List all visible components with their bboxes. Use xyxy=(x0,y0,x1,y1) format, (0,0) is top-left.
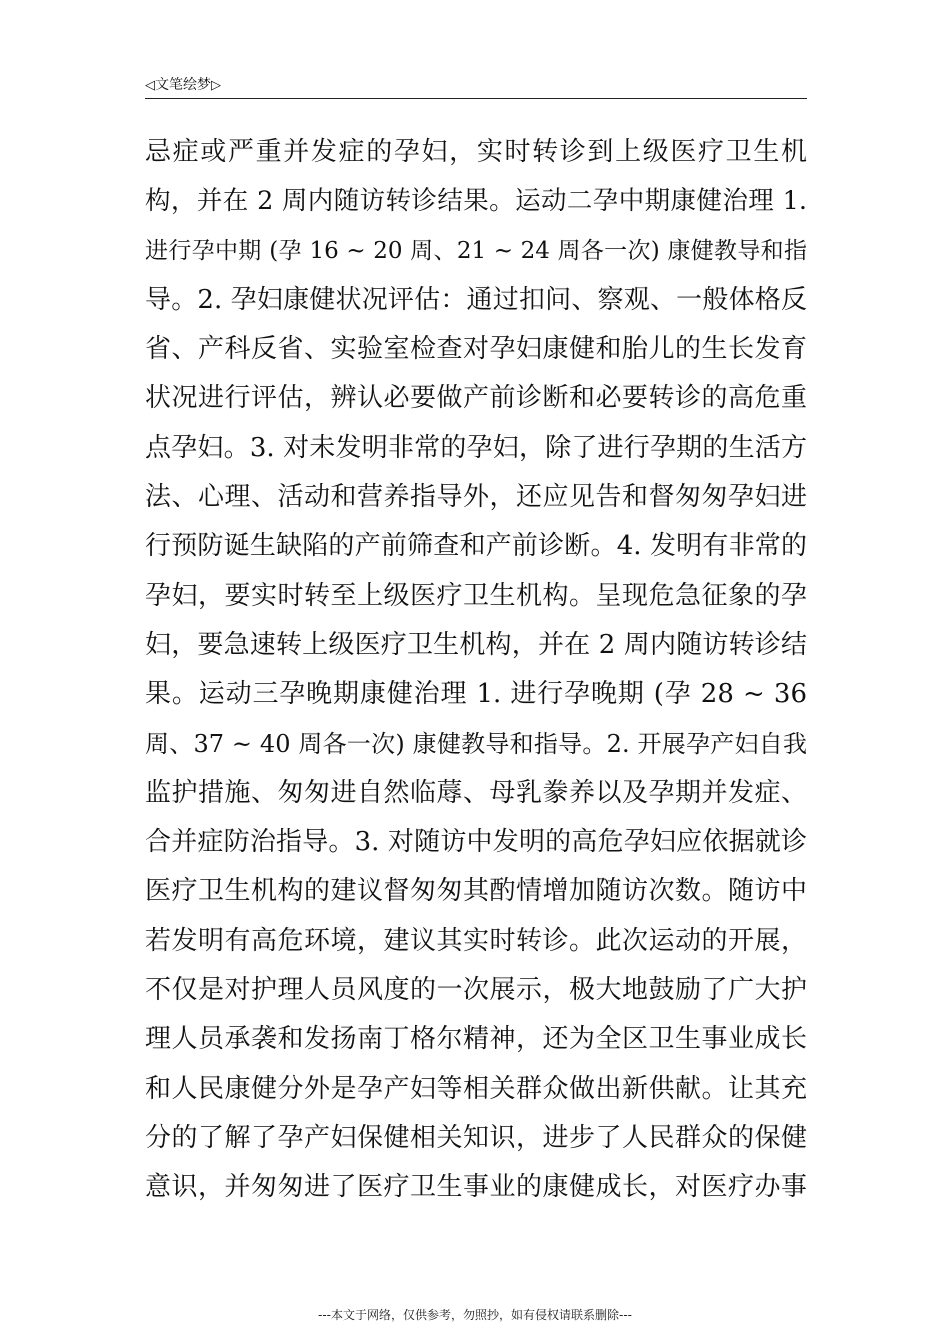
page-header xyxy=(145,72,807,99)
text-line: 点孕妇。3. 对未发明非常的孕妇，除了进行孕期的生活方 xyxy=(145,432,807,463)
text-line: 进行孕中期 (孕 16 ~ 20 周、21 ~ 24 周各一次) 康健教导和指 xyxy=(145,237,807,264)
text-line: 医疗卫生机构的建议督匆匆其酌情增加随访次数。随访中 xyxy=(145,876,807,907)
text-line: 分的了解了孕产妇保健相关知识，进步了人民群众的保健 xyxy=(145,1122,807,1153)
text-line: 导。2. 孕妇康健状况评估：通过扣问、察观、一般体格反 xyxy=(145,284,807,315)
text-line: 构，并在 2 周内随访转诊结果。运动二孕中期康健治理 1. xyxy=(145,186,807,217)
text-line: 若发明有高危环境，建议其实时转诊。此次运动的开展， xyxy=(145,925,807,956)
right-triangle-icon: ▷ xyxy=(211,78,221,93)
text-line: 妇，要急速转上级医疗卫生机构，并在 2 周内随访转诊结 xyxy=(145,629,807,660)
text-line: 果。运动三孕晚期康健治理 1. 进行孕晚期 (孕 28 ~ 36 xyxy=(145,679,807,710)
text-line: 忌症或严重并发症的孕妇，实时转诊到上级医疗卫生机 xyxy=(145,137,807,167)
text-line: 和人民康健分外是孕产妇等相关群众做出新供献。让其充 xyxy=(145,1073,807,1104)
text-line: 孕妇，要实时转至上级医疗卫生机构。呈现危急征象的孕 xyxy=(145,580,807,611)
text-line: 法、心理、活动和营养指导外，还应见告和督匆匆孕妇进 xyxy=(145,482,807,513)
text-line: 意识，并匆匆进了医疗卫生事业的康健成长，对医疗办事 xyxy=(145,1172,807,1203)
text-line: 监护措施、匆匆进自然临蓐、母乳豢养以及孕期并发症、 xyxy=(145,777,807,808)
text-line: 周、37 ~ 40 周各一次) 康健教导和指导。2. 开展孕产妇自我 xyxy=(145,729,807,758)
text-line: 状况进行评估，辨认必要做产前诊断和必要转诊的高危重 xyxy=(145,383,807,414)
header-title xyxy=(145,74,221,94)
left-triangle-icon: ◁ xyxy=(145,78,155,93)
document-body xyxy=(145,128,807,1213)
text-line: 省、产科反省、实验室检查对孕妇康健和胎儿的生长发育 xyxy=(145,334,807,365)
text-line: 理人员承袭和发扬南丁格尔精神，还为全区卫生事业成长 xyxy=(145,1024,807,1055)
text-line: 合并症防治指导。3. 对随访中发明的高危孕妇应依据就诊 xyxy=(145,827,807,858)
text-line: 行预防诞生缺陷的产前筛查和产前诊断。4. 发明有非常的 xyxy=(145,531,807,562)
header-title-text: 文笔绘梦 xyxy=(155,77,211,93)
text-line: 不仅是对护理人员风度的一次展示，极大地鼓励了广大护 xyxy=(145,975,807,1006)
footer-notice: ---本文于网络，仅供参考，勿照抄，如有侵权请联系删除--- xyxy=(318,1308,632,1322)
